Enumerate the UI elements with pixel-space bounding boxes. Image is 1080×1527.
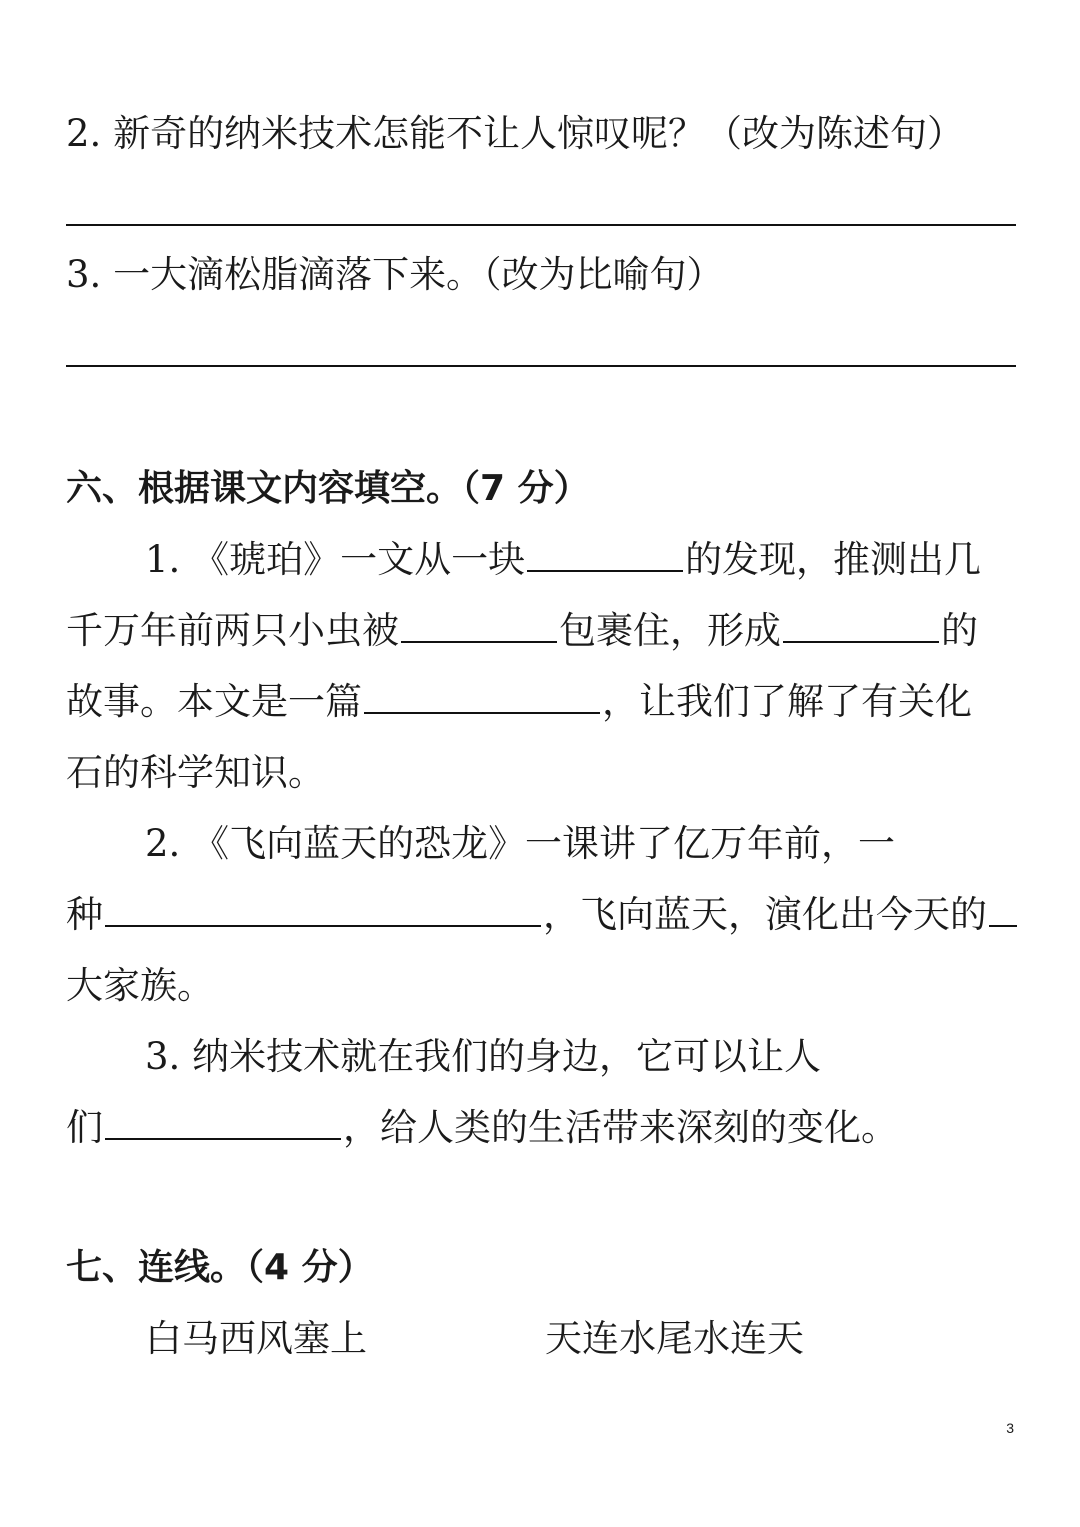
fill-6-2-line-1: 2. 《飞向蓝天的恐龙》一课讲了亿万年前，一: [145, 822, 896, 865]
text: 的: [941, 609, 978, 652]
blank-6-1-a[interactable]: [527, 538, 683, 572]
text: ，给人类的生活带来深刻的变化。: [343, 1106, 898, 1149]
text: ，让我们了解了有关化: [602, 680, 972, 723]
fill-6-2-line-3: 大家族。: [66, 964, 214, 1007]
section-6-heading: 六、根据课文内容填空。（7 分）: [66, 468, 590, 509]
fill-6-1-line-1: [145, 538, 981, 582]
text: 千万年前两只小虫被: [66, 609, 399, 652]
fill-6-1-line-4: 石的科学知识。: [66, 751, 325, 794]
answer-line-5-3[interactable]: [66, 365, 1016, 367]
section-7-heading: 七、连线。（4 分）: [66, 1247, 374, 1288]
answer-line-5-2[interactable]: [66, 224, 1016, 226]
text: 故事。本文是一篇: [66, 680, 362, 723]
page-number: 3: [1006, 1420, 1014, 1436]
blank-6-1-d[interactable]: [364, 680, 600, 714]
fill-6-3-line-1: 3. 纳米技术就在我们的身边，它可以让人: [145, 1035, 822, 1078]
fill-6-3-line-2: [66, 1106, 898, 1150]
blank-6-1-b[interactable]: [401, 609, 557, 643]
blank-6-2-a[interactable]: [105, 893, 541, 927]
text: 们: [66, 1106, 103, 1149]
text: ，飞向蓝天，演化出今天的: [543, 893, 987, 936]
match-left-item[interactable]: 白马西风塞上: [145, 1317, 367, 1360]
question-5-2: 2. 新奇的纳米技术怎能不让人惊叹呢？（改为陈述句）: [66, 112, 965, 155]
question-5-3: 3. 一大滴松脂滴落下来。（改为比喻句）: [66, 253, 724, 296]
text: 种: [66, 893, 103, 936]
text: 包裹住，形成: [559, 609, 781, 652]
fill-6-1-line-3: [66, 680, 972, 724]
fill-6-1-line-2: [66, 609, 978, 653]
blank-6-3-a[interactable]: [105, 1106, 341, 1140]
match-right-item[interactable]: 天连水尾水连天: [545, 1317, 804, 1360]
blank-6-1-c[interactable]: [783, 609, 939, 643]
text: 1. 《琥珀》一文从一块: [145, 538, 526, 581]
fill-6-2-line-2: [66, 893, 1019, 937]
blank-6-2-b[interactable]: [989, 893, 1017, 927]
text: 的发现，推测出几: [685, 538, 982, 581]
